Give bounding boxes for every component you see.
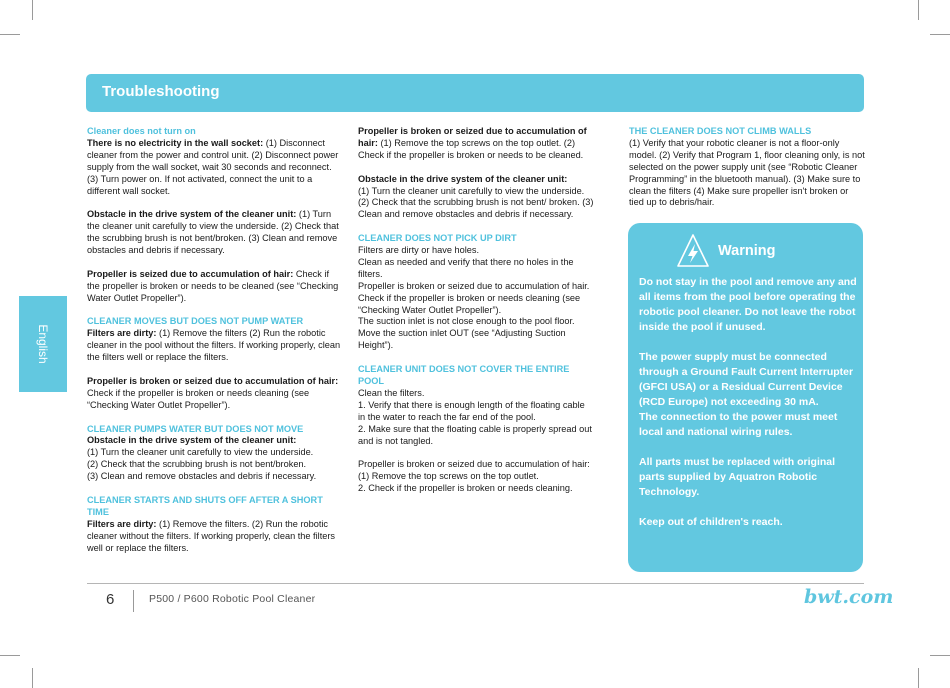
body-line: Propeller is broken or seized due to accumulation of hair: (1) Remove the top screws on the top outlet. [358,459,590,482]
body-text: (1) Turn the cleaner unit carefully to view the underside. (2) Check that the scrubbing brush is not bent/broken. (3) Clean and remove obstacles and debris if necessary. [87,209,339,256]
paragraph [87,269,341,305]
warning-paragraph [639,350,857,440]
section-heading: CLEANER MOVES BUT DOES NOT PUMP WATER [87,316,304,327]
crop-mark [32,0,33,20]
lead-text: Propeller is broken or seized due to accumulation of hair: [358,126,587,148]
crop-mark [930,655,950,656]
page-number: 6 [106,591,115,608]
section-heading: CLEANER DOES NOT PICK UP DIRT [358,233,517,244]
paragraph [358,126,594,162]
paragraph [629,126,865,209]
body-line: Clean the filters. [358,387,425,398]
body-line: 2. Check if the propeller is broken or needs cleaning. [358,483,573,494]
crop-mark [930,34,950,35]
crop-mark [32,668,33,688]
crop-mark [918,0,919,20]
section-header-bar [86,74,864,112]
body-line: Filters are dirty or have holes. [358,245,480,256]
warning-box [628,223,863,572]
text-column-2 [358,126,594,507]
body-text: Check if the propeller is broken or needs cleaning (see “Checking Water Outlet Propeller”). [87,387,310,410]
body-line: Check if the propeller is broken or needs cleaning (see “Checking Water Outlet Propeller”). [358,292,581,315]
body-text: (1) Remove the top screws on the top outlet. (2) Check if the propeller is broken or needs to be cleaned. [358,137,584,160]
text-column-1 [87,126,341,566]
body-line: Propeller is broken or seized due to accumulation of hair. [358,280,590,291]
body-text: (1) Remove the filters (2) Run the robotic cleaner in the pool without the filters. If working properly, clean the filters well or replace the filters. [87,328,341,363]
section-heading: Cleaner does not turn on [87,126,196,136]
language-tab-label: English [36,324,50,364]
body-line: (1) Turn the cleaner unit carefully to view the underside. [87,447,314,458]
lead-text: Obstacle in the drive system of the cleaner unit: [358,173,568,184]
paragraph [87,209,341,257]
paragraph [358,233,594,352]
language-tab [19,296,67,392]
warning-body [639,275,857,545]
document-title: P500 / P600 Robotic Pool Cleaner [149,593,316,605]
body-line: The suction inlet is not close enough to the pool floor. [358,316,575,327]
paragraph [87,316,341,364]
section-heading: CLEANER UNIT DOES NOT COVER THE ENTIRE POOL [358,364,570,386]
crop-mark [0,655,20,656]
lead-text: Propeller is broken or seized due to accumulation of hair: [87,375,339,386]
lead-text: Obstacle in the drive system of the cleaner unit: [87,209,297,220]
lead-text: Filters are dirty: [87,328,157,339]
paragraph [87,424,341,484]
body-line: Clean as needed and verify that there no holes in the filters. [358,256,574,279]
body-line: (3) Clean and remove obstacles and debris if necessary. [87,471,317,482]
body-text: (1) Verify that your robotic cleaner is not a floor-only model. (2) Verify that Program 1, floor cleaning only, is not selected on the power supply unit (see “Robotic Cleaner Programming” in the bluetooth manual). (3) Make sure to clean the filters (4) Make sure propeller isn't broken or tied up to debris/hair. [629,137,865,208]
warning-text: The power supply must be connected through a Ground Fault Current Interrupter (GFCI USA) or a Residual Current Device (RCD Europe) not exceeding 30 mA. [639,351,854,408]
section-title: Troubleshooting [102,83,220,100]
warning-paragraph: All parts must be replaced with original parts supplied by Aquatron Robotic Technology. [639,456,836,498]
section-heading: THE CLEANER DOES NOT CLIMB WALLS [629,126,812,136]
warning-header [628,233,863,269]
body-line: 1. Verify that there is enough length of the floating cable in the water to reach the far end of the pool. [358,399,585,422]
footer-divider [87,583,864,584]
body-line: Move the suction inlet OUT (see “Adjusting Suction Height”). [358,328,566,351]
paragraph [358,364,594,447]
warning-paragraph: Do not stay in the pool and remove any and all items from the pool before operating the robotic pool cleaner. Do not leave the robot inside the pool if unused. [639,276,857,333]
crop-mark [918,668,919,688]
lead-text: Filters are dirty: [87,518,157,529]
body-text: (1) Disconnect cleaner from the power and control unit. (2) Disconnect power supply from the wall socket, wait 30 seconds and reconnect. (3) Turn power on. If not activated, connect the unit to a different wall socket. [87,137,339,196]
paragraph [358,459,594,495]
body-line: 2. Make sure that the floating cable is properly spread out and is not tangled. [358,423,592,446]
paragraph [87,126,341,197]
body-text: (1) Remove the filters. (2) Run the robotic cleaner without the filters. If working properly, clean the filters well or replace the filters. [87,518,336,553]
paragraph [87,376,341,412]
section-heading: CLEANER STARTS AND SHUTS OFF AFTER A SHORT TIME [87,495,323,517]
lead-text: Propeller is seized due to accumulation of hair: [87,268,294,279]
paragraph [358,174,594,222]
warning-paragraph: Keep out of children's reach. [639,516,783,528]
text-column-3 [629,126,865,221]
lead-text: Obstacle in the drive system of the cleaner unit: [87,435,297,446]
lead-text: There is no electricity in the wall socket: [87,137,264,148]
warning-title: Warning [718,243,776,259]
body-text: (1) Turn the cleaner unit carefully to view the underside. (2) Check that the scrubbing brush is not bent/ broken. (3) Clean and remove obstacles and debris if necessary. [358,185,594,220]
brand-logo: bwt.com [804,586,894,608]
body-text: Check if the propeller is broken or needs to be cleaned (see “Checking Water Outlet Propeller”). [87,268,339,303]
crop-mark [0,34,20,35]
section-heading: CLEANER PUMPS WATER BUT DOES NOT MOVE [87,423,304,434]
warning-text: The connection to the power must meet local and national wiring rules. [639,411,838,438]
paragraph [87,495,341,555]
footer-separator [133,590,134,612]
warning-lightning-icon [676,233,710,269]
body-line: (2) Check that the scrubbing brush is not bent/broken. [87,459,307,470]
